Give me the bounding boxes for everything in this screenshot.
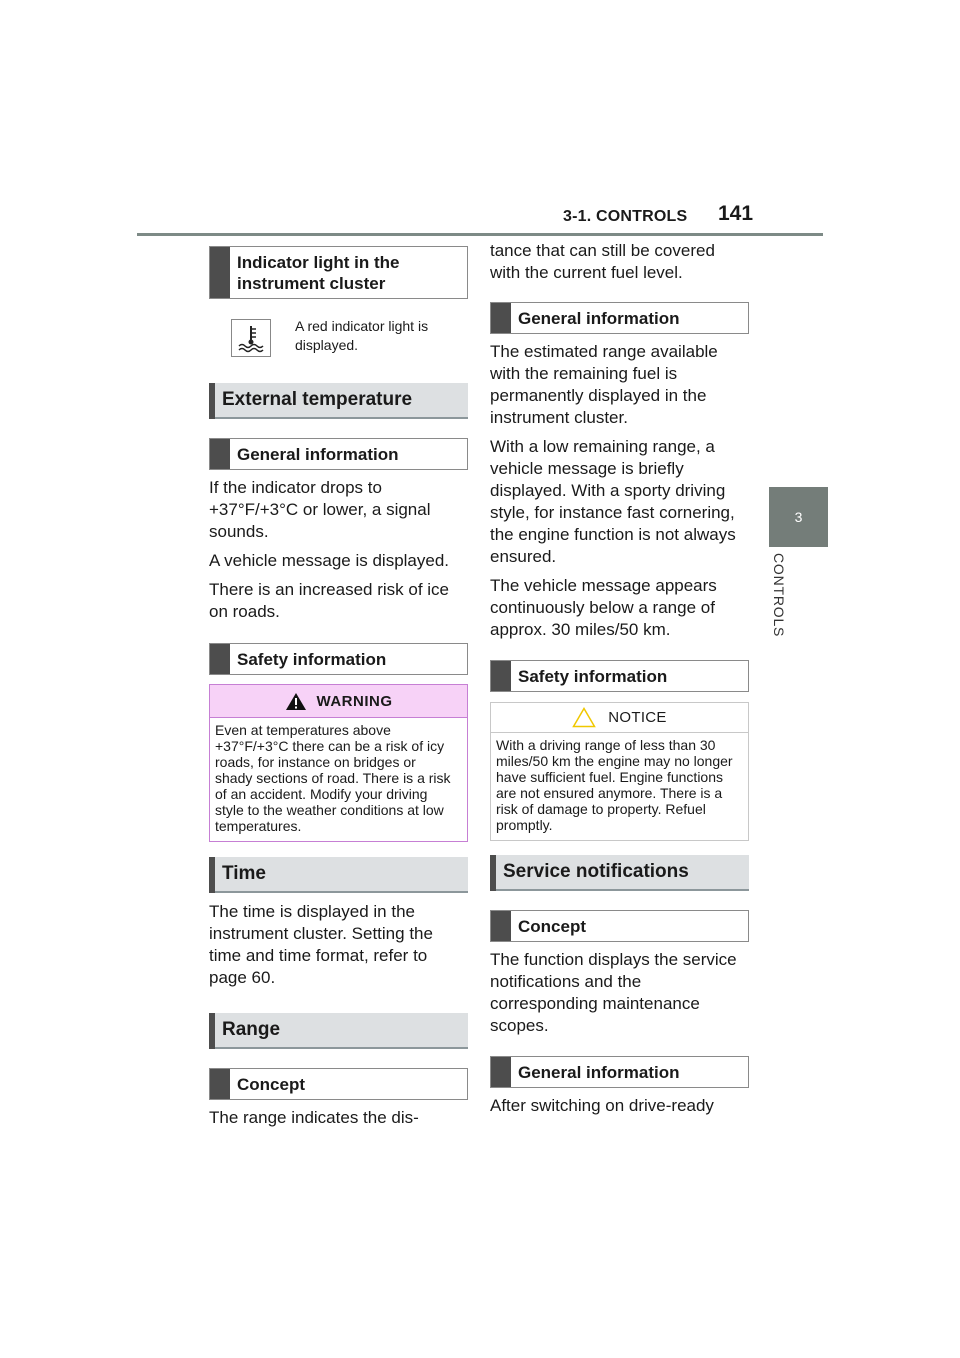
paragraph-service-function: The function displays the service notifications and the corresponding maintenance scopes. <box>490 950 737 1035</box>
header-rule <box>137 233 823 236</box>
indicator-description: A red indicator light is displayed. <box>295 318 429 353</box>
warning-label: WARNING <box>316 692 393 710</box>
notice-text: With a driving range of less than 30 miles/50 km the engine may no longer have sufficient fuel. Engine functions are not ensured anymore. There is a risk of damage to property. Refuel promptly. <box>496 737 733 833</box>
general-information-heading: General information <box>209 438 468 470</box>
warning-box <box>209 684 468 842</box>
safety-information-heading: Safety information <box>209 643 468 675</box>
paragraph-ice-risk: There is an increased risk of ice on roads. <box>209 580 449 621</box>
left-column <box>209 246 468 1136</box>
notice-box <box>490 702 749 841</box>
safety-information-heading: Safety information <box>490 660 749 692</box>
concept-heading: Concept <box>490 910 749 942</box>
range-heading: Range <box>209 1013 468 1049</box>
paragraph-range-continued: tance that can still be covered with the current fuel level. <box>490 241 715 282</box>
paragraph-low-range: With a low remaining range, a vehicle message is briefly displayed. With a sporty driving style, for instance fast cornering, the engine function is not always ensured. <box>490 437 736 566</box>
external-temperature-heading: External temperature <box>209 383 468 419</box>
right-column <box>490 240 749 1124</box>
warning-triangle-icon <box>285 692 307 711</box>
paragraph-indicator-drop: If the indicator drops to +37°F/+3°C or lower, a signal sounds. <box>209 478 431 541</box>
time-heading: Time <box>209 857 468 893</box>
paragraph-range-start: The range indicates the dis- <box>209 1108 419 1127</box>
chapter-tab <box>769 487 828 547</box>
coolant-temperature-warning-icon <box>231 319 271 357</box>
general-information-heading-2: General information <box>490 1056 749 1088</box>
general-information-heading: General information <box>490 302 749 334</box>
page-number: 141 <box>718 202 754 225</box>
paragraph-drive-ready: After switching on drive-ready <box>490 1096 714 1115</box>
warning-header <box>210 685 467 718</box>
service-notifications-heading: Service notifications <box>490 855 749 891</box>
chapter-side-label <box>765 553 795 663</box>
notice-triangle-icon <box>572 707 596 728</box>
chapter-title: 3-1. CONTROLS <box>563 208 688 225</box>
paragraph-estimated-range: The estimated range available with the remaining fuel is permanently displayed in the instrument cluster. <box>490 342 718 427</box>
notice-label: NOTICE <box>608 709 667 726</box>
warning-text: Even at temperatures above +37°F/+3°C there can be a risk of icy roads, for instance on bridges or shady sections of road. There is a risk of an accident. Modify your driving style to the weather conditions at low temperatures. <box>215 722 451 834</box>
paragraph-continuous-message: The vehicle message appears continuously below a range of approx. 30 miles/50 km. <box>490 576 717 639</box>
concept-heading: Concept <box>209 1068 468 1100</box>
notice-header <box>491 703 748 733</box>
chapter-side-label-text: CONTROLS <box>771 553 787 638</box>
chapter-tab-number: 3 <box>794 509 803 525</box>
indicator-light-heading: Indicator light in the instrument cluster <box>209 246 468 299</box>
paragraph-time: The time is displayed in the instrument cluster. Setting the time and time format, refer to page 60. <box>209 902 433 987</box>
indicator-row <box>231 319 468 357</box>
paragraph-vehicle-message: A vehicle message is displayed. <box>209 551 450 570</box>
